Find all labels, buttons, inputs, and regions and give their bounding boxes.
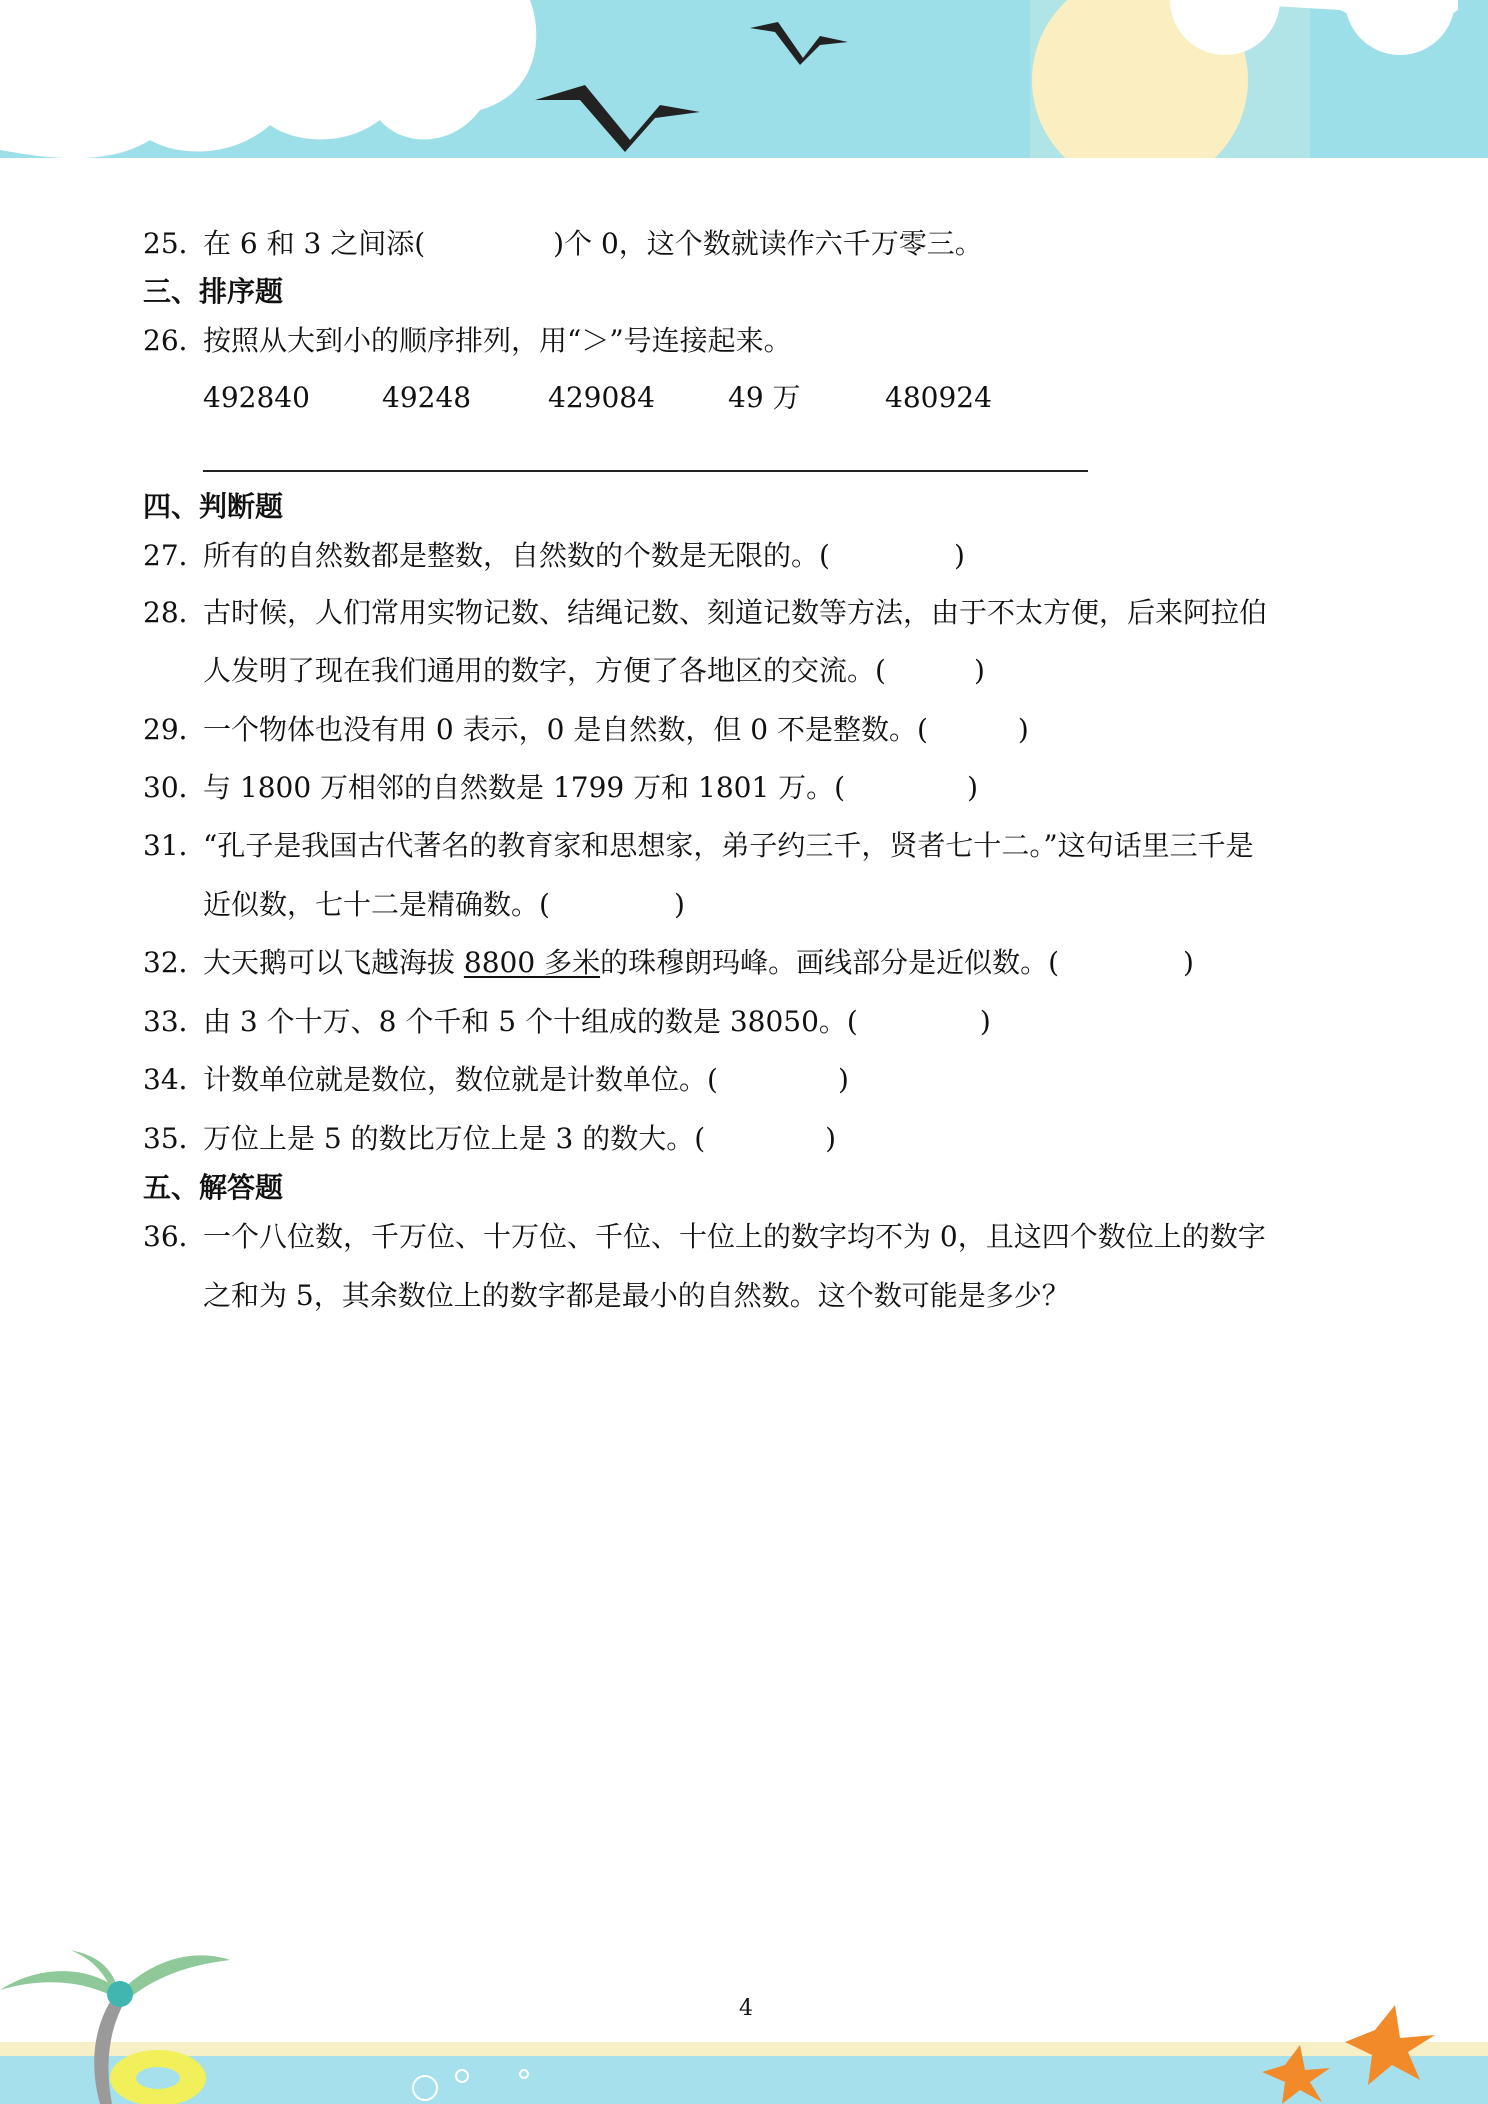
question-number: 32． (143, 946, 207, 979)
page-number: 4 (739, 1996, 753, 2021)
question-36-continued: 之和为 5，其余数位上的数字都是最小的自然数。这个数可能是多少？ (203, 1279, 1070, 1312)
question-29: 29．一个物体也没有用 0 表示，0 是自然数，但 0 不是整数。( ) (143, 710, 1029, 750)
question-36: 36．一个八位数，千万位、十万位、千位、十位上的数字均不为 0，且这四个数位上的数字 (143, 1217, 1266, 1257)
question-33: 33．由 3 个十万、8 个千和 5 个十组成的数是 38050。( ) (143, 1002, 991, 1042)
question-31-continued: 近似数，七十二是精确数。( ) (203, 888, 685, 921)
question-28: 28．古时候，人们常用实物记数、结绳记数、刻道记数等方法，由于不太方便，后来阿拉伯 (143, 593, 1267, 633)
section-heading-judgement: 四、判断题 (143, 490, 284, 523)
section-heading-sorting: 三、排序题 (143, 275, 284, 308)
number-item: 492840 (203, 381, 310, 414)
question-number: 35． (143, 1122, 207, 1155)
question-number: 28． (143, 596, 207, 629)
question-31: 31．“孔子是我国古代著名的教育家和思想家，弟子约三千，贤者七十二。”这句话里三千是 (143, 826, 1254, 866)
question-34: 34．计数单位就是数位，数位就是计数单位。( ) (143, 1060, 849, 1100)
question-number: 34． (143, 1063, 207, 1096)
section-heading-solving: 五、解答题 (143, 1171, 284, 1204)
number-item: 49 万 (728, 381, 801, 414)
question-25: 25．在 6 和 3 之间添( )个 0，这个数就读作六千万零三。 (143, 224, 983, 264)
number-item: 480924 (885, 381, 992, 414)
number-item: 429084 (548, 381, 655, 414)
underlined-phrase: 8800 多米 (463, 946, 601, 979)
question-27: 27．所有的自然数都是整数，自然数的个数是无限的。( ) (143, 536, 965, 576)
question-number: 26． (143, 324, 207, 357)
question-number: 31． (143, 829, 207, 862)
answer-line[interactable] (203, 470, 1088, 472)
question-number: 27． (143, 539, 207, 572)
question-number: 30． (143, 771, 207, 804)
question-32: 32．大天鹅可以飞越海拔 8800 多米的珠穆朗玛峰。画线部分是近似数。( ) (143, 943, 1194, 983)
question-number: 29． (143, 713, 207, 746)
question-number: 36． (143, 1220, 207, 1253)
question-number: 33． (143, 1005, 207, 1038)
question-26: 26．按照从大到小的顺序排列，用“＞”号连接起来。 (143, 321, 792, 361)
number-item: 49248 (382, 381, 472, 414)
question-number: 25． (143, 227, 207, 260)
question-28-continued: 人发明了现在我们通用的数字，方便了各地区的交流。( ) (203, 654, 985, 687)
question-30: 30．与 1800 万相邻的自然数是 1799 万和 1801 万。( ) (143, 768, 978, 808)
question-35: 35．万位上是 5 的数比万位上是 3 的数大。( ) (143, 1119, 836, 1159)
